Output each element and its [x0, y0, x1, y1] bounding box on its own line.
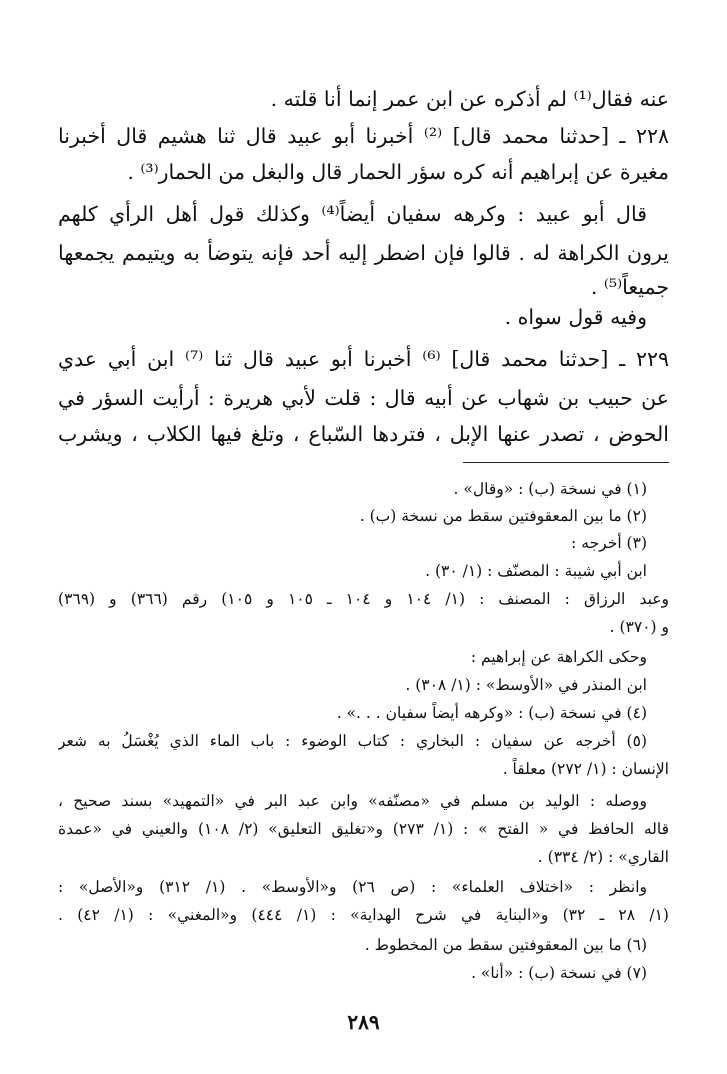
footnote-5-line-b: ووصله : الوليد بن مسلم في «مصنّفه» وابن عبد البر في «التمهيد» بسند صحيح ، [58, 792, 647, 810]
footnote-7: (٧) في نسخة (ب) : «أنا» . [471, 964, 647, 982]
footnote-3-line-a: ابن أبي شيبة : المصنّف : (١/ ٣٠) . [425, 562, 647, 580]
footnote-2: (٢) ما بين المعقوفتين سقط من نسخة (ب) . [359, 507, 647, 525]
footnote-4: (٤) في نسخة (ب) : «وكرهه أيضاً سفيان . . .» . [336, 704, 647, 722]
text-line-9: عن حبيب بن شهاب عن أبيه قال : قلت لأبي هريرة : أرأيت السؤر في [58, 386, 669, 410]
footnote-6: (٦) ما بين المعقوفتين سقط من المخطوط . [364, 936, 647, 954]
text-line-8: ٢٢٩ ـ [حدثنا محمد قال] ⁽⁶⁾ أخبرنا أبو عبيد قال ثنا ⁽⁷⁾ ابن أبي عدي [58, 347, 669, 371]
text-line-2: ٢٢٨ ـ [حدثنا محمد قال] ⁽²⁾ أخبرنا أبو عبيد قال ثنا هشيم قال أخبرنا [58, 124, 669, 148]
footnote-5-line-a: الإنسان : (١/ ٢٧٢) معلقاً . [502, 760, 669, 778]
footnote-3-line-e: ابن المنذر في «الأوسط» : (١/ ٣٠٨) . [405, 676, 647, 694]
text-line-6: جميعاً⁽⁵⁾ . [590, 275, 669, 299]
footnote-3-line-d: وحكى الكراهة عن إبراهيم : [470, 648, 647, 666]
text-line-10: الحوض ، تصدر عنها الإبل ، فتردها السّباع ، وتلغ فيها الكلاب ، ويشرب [58, 422, 669, 446]
text-line-3: مغيرة عن إبراهيم أنه كره سؤر الحمار قال والبغل من الحمار⁽³⁾ . [127, 160, 669, 184]
footnote-divider [463, 462, 669, 463]
footnote-5-line-c: قاله الحافظ في « الفتح » : (١/ ٢٧٣) و«تغليق التعليق» (٢/ ١٠٨) والعيني في «عمدة [58, 820, 669, 838]
footnote-5-line-e: وانظر : «اختلاف العلماء» : (ص ٢٦) و«الأوسط» . (١/ ٣١٢) و«الأصل» : [58, 878, 647, 896]
text-line-1: عنه فقال⁽¹⁾ لم أذكره عن ابن عمر إنما أنا قلته . [270, 87, 669, 111]
footnote-3: (٣) أخرجه : [571, 534, 647, 552]
footnote-5: (٥) أخرجه عن سفيان : البخاري : كتاب الوضوء : باب الماء الذي يُغْسَلُ به شعر [58, 732, 647, 750]
text-line-4: قال أبو عبيد : وكرهه سفيان أيضاً⁽⁴⁾ وكذلك قول أهل الرأي كلهم [58, 202, 647, 226]
footnote-5-line-f: (١/ ٢٨ ـ ٣٢) و«البناية في شرح الهداية» : (١/ ٤٤٤) و«المغني» : (١/ ٤٢) . [58, 906, 669, 924]
footnote-3-line-b: وعبد الرزاق : المصنف : (١/ ١٠٤ و ١٠٤ ـ ١٠٥ و ١٠٥) رقم (٣٦٦) و (٣٦٩) [58, 590, 669, 608]
page-number: ٢٨٩ [347, 1010, 380, 1034]
footnote-3-line-c: و (٣٧٠) . [609, 618, 669, 636]
text-line-7: وفيه قول سواه . [504, 305, 647, 329]
footnote-1: (١) في نسخة (ب) : «وقال» . [453, 480, 647, 498]
text-line-5: يرون الكراهة له . قالوا فإن اضطر إليه أحد فإنه يتوضأ به ويتيمم يجمعها [58, 241, 669, 265]
footnote-5-line-d: القاري» : (٢/ ٣٣٤) . [537, 848, 669, 866]
